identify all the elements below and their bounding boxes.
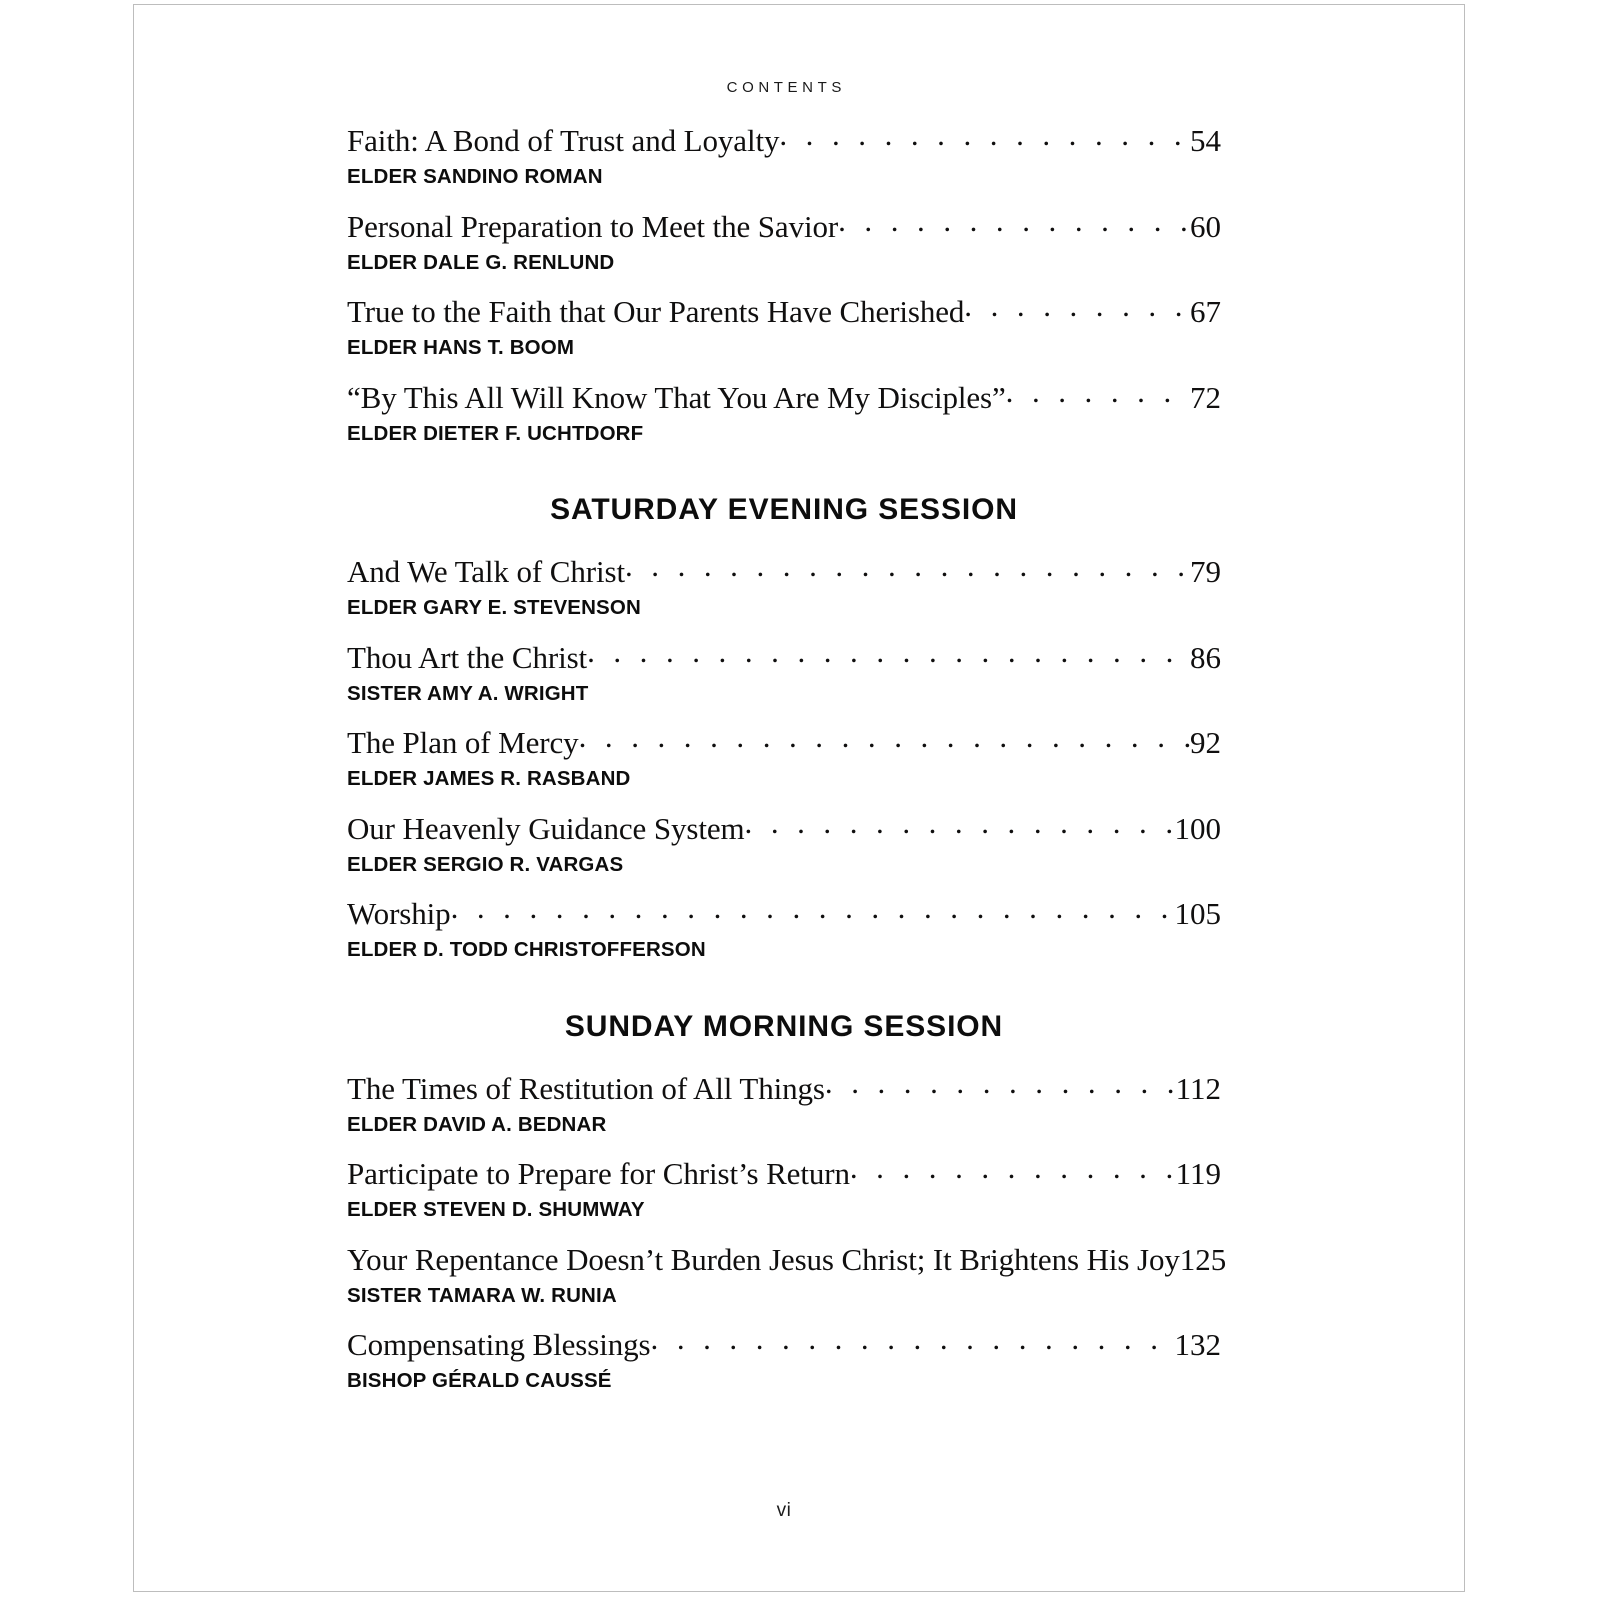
toc-entry[interactable] [347, 380, 1221, 445]
toc-entry-speaker: ELDER SANDINO ROMAN [347, 165, 603, 188]
toc-entry-speaker: ELDER JAMES R. RASBAND [347, 767, 631, 790]
toc-entry[interactable] [347, 294, 1221, 359]
toc-entry-page-number[interactable]: 54 [1190, 123, 1221, 158]
toc-entry-title[interactable]: Our Heavenly Guidance System [347, 810, 745, 846]
toc-entry-speaker: ELDER SERGIO R. VARGAS [347, 852, 624, 876]
toc-entry-line [347, 380, 1221, 416]
session-heading: SUNDAY MORNING SESSION [564, 1009, 1004, 1043]
toc-entry-line [347, 209, 1221, 245]
toc-entry-page-number[interactable]: 105 [1174, 896, 1221, 931]
dot-leader [587, 652, 1190, 668]
dot-leader [451, 908, 1175, 924]
toc-entry[interactable] [347, 640, 1221, 705]
toc-entry-speaker: ELDER DALE G. RENLUND [347, 250, 615, 274]
toc-entry[interactable] [347, 1327, 1221, 1392]
toc-entry-speaker: ELDER DIETER F. UCHTDORF [347, 421, 644, 445]
toc-entry[interactable] [347, 896, 1221, 961]
toc-entry-line [347, 1156, 1221, 1192]
toc-entry-title[interactable]: Personal Preparation to Meet the Savior [347, 208, 839, 244]
toc-entry-title[interactable]: Your Repentance Doesn’t Burden Jesus Christ; It Brightens His Joy [347, 1241, 1180, 1277]
toc-entry-speaker: ELDER D. TODD CHRISTOFFERSON [347, 938, 706, 961]
toc-entry-line [347, 1071, 1221, 1107]
session-heading: SATURDAY EVENING SESSION [550, 493, 1018, 526]
dot-leader [651, 1339, 1175, 1355]
toc-entry[interactable] [347, 1241, 1227, 1307]
toc-entry-page-number[interactable]: 125 [1179, 1241, 1227, 1277]
dot-leader [779, 135, 1190, 151]
toc-entry-page-number[interactable]: 86 [1190, 639, 1221, 675]
toc-entry-line [347, 554, 1221, 590]
dot-leader [838, 221, 1190, 237]
toc-entry-line [347, 811, 1221, 847]
toc-entry-speaker: ELDER STEVEN D. SHUMWAY [347, 1198, 645, 1221]
toc-entry[interactable] [347, 811, 1221, 876]
toc-entry-page-number[interactable]: 100 [1174, 810, 1221, 846]
toc-entry-speaker: ELDER HANS T. BOOM [347, 336, 575, 359]
toc-entry-title[interactable]: Worship [347, 896, 451, 931]
toc-entry-speaker: SISTER AMY A. WRIGHT [347, 681, 589, 705]
toc-entry-speaker: ELDER GARY E. STEVENSON [347, 596, 641, 619]
toc-entry-title[interactable]: True to the Faith that Our Parents Have Cherished [347, 294, 965, 329]
toc-entry-line [347, 640, 1221, 676]
toc-entry-line [347, 123, 1221, 159]
dot-leader [825, 1083, 1176, 1099]
toc-entry-title[interactable]: Compensating Blessings [347, 1327, 651, 1362]
toc-entry[interactable] [347, 725, 1221, 790]
dot-leader [579, 737, 1190, 753]
toc-entry-title[interactable]: The Plan of Mercy [347, 725, 579, 760]
toc-entry-speaker: SISTER TAMARA W. RUNIA [347, 1283, 617, 1307]
toc-entry-title[interactable]: The Times of Restitution of All Things [347, 1070, 825, 1106]
toc-entry-line [347, 1327, 1221, 1363]
toc-entry-speaker: ELDER DAVID A. BEDNAR [347, 1112, 607, 1136]
toc-entry-title[interactable]: “By This All Will Know That You Are My Disciples” [347, 379, 1006, 415]
toc-entry-title[interactable]: Faith: A Bond of Trust and Loyalty [347, 123, 780, 158]
toc-entry-title[interactable]: Participate to Prepare for Christ’s Return [347, 1156, 850, 1191]
dot-leader [850, 1168, 1176, 1184]
toc-entry-page-number[interactable]: 79 [1190, 554, 1221, 589]
toc-entry-page-number[interactable]: 72 [1190, 379, 1221, 415]
toc-entry[interactable] [347, 1156, 1221, 1221]
running-head: CONTENTS [726, 79, 846, 96]
toc-entry-title[interactable]: Thou Art the Christ [347, 639, 588, 675]
toc-entry-line [347, 725, 1221, 761]
toc-entry-line [347, 896, 1221, 932]
toc-entry[interactable] [347, 209, 1221, 274]
toc-entry-line [347, 294, 1221, 330]
toc-entry-page-number[interactable]: 60 [1190, 208, 1221, 244]
toc-entry[interactable] [347, 123, 1221, 188]
toc-entry-title[interactable]: And We Talk of Christ [347, 554, 625, 589]
dot-leader [964, 306, 1190, 322]
page-folio: vi [776, 1500, 792, 1521]
page-sheet [133, 4, 1465, 1592]
dot-leader [1006, 392, 1190, 408]
toc-entry-page-number[interactable]: 67 [1190, 294, 1221, 329]
toc-entry[interactable] [347, 1071, 1221, 1136]
table-of-contents [347, 123, 1227, 1413]
toc-entry-page-number[interactable]: 132 [1174, 1327, 1221, 1362]
toc-entry-page-number[interactable]: 112 [1175, 1070, 1221, 1106]
page-content-area [347, 5, 1227, 1591]
toc-entry-page-number[interactable]: 92 [1190, 725, 1221, 760]
toc-entry-page-number[interactable]: 119 [1175, 1156, 1221, 1191]
toc-entry[interactable] [347, 554, 1221, 619]
dot-leader [745, 823, 1175, 839]
toc-entry-line [347, 1241, 1227, 1278]
toc-entry-speaker: BISHOP GÉRALD CAUSSÉ [347, 1369, 612, 1392]
dot-leader [625, 566, 1190, 582]
